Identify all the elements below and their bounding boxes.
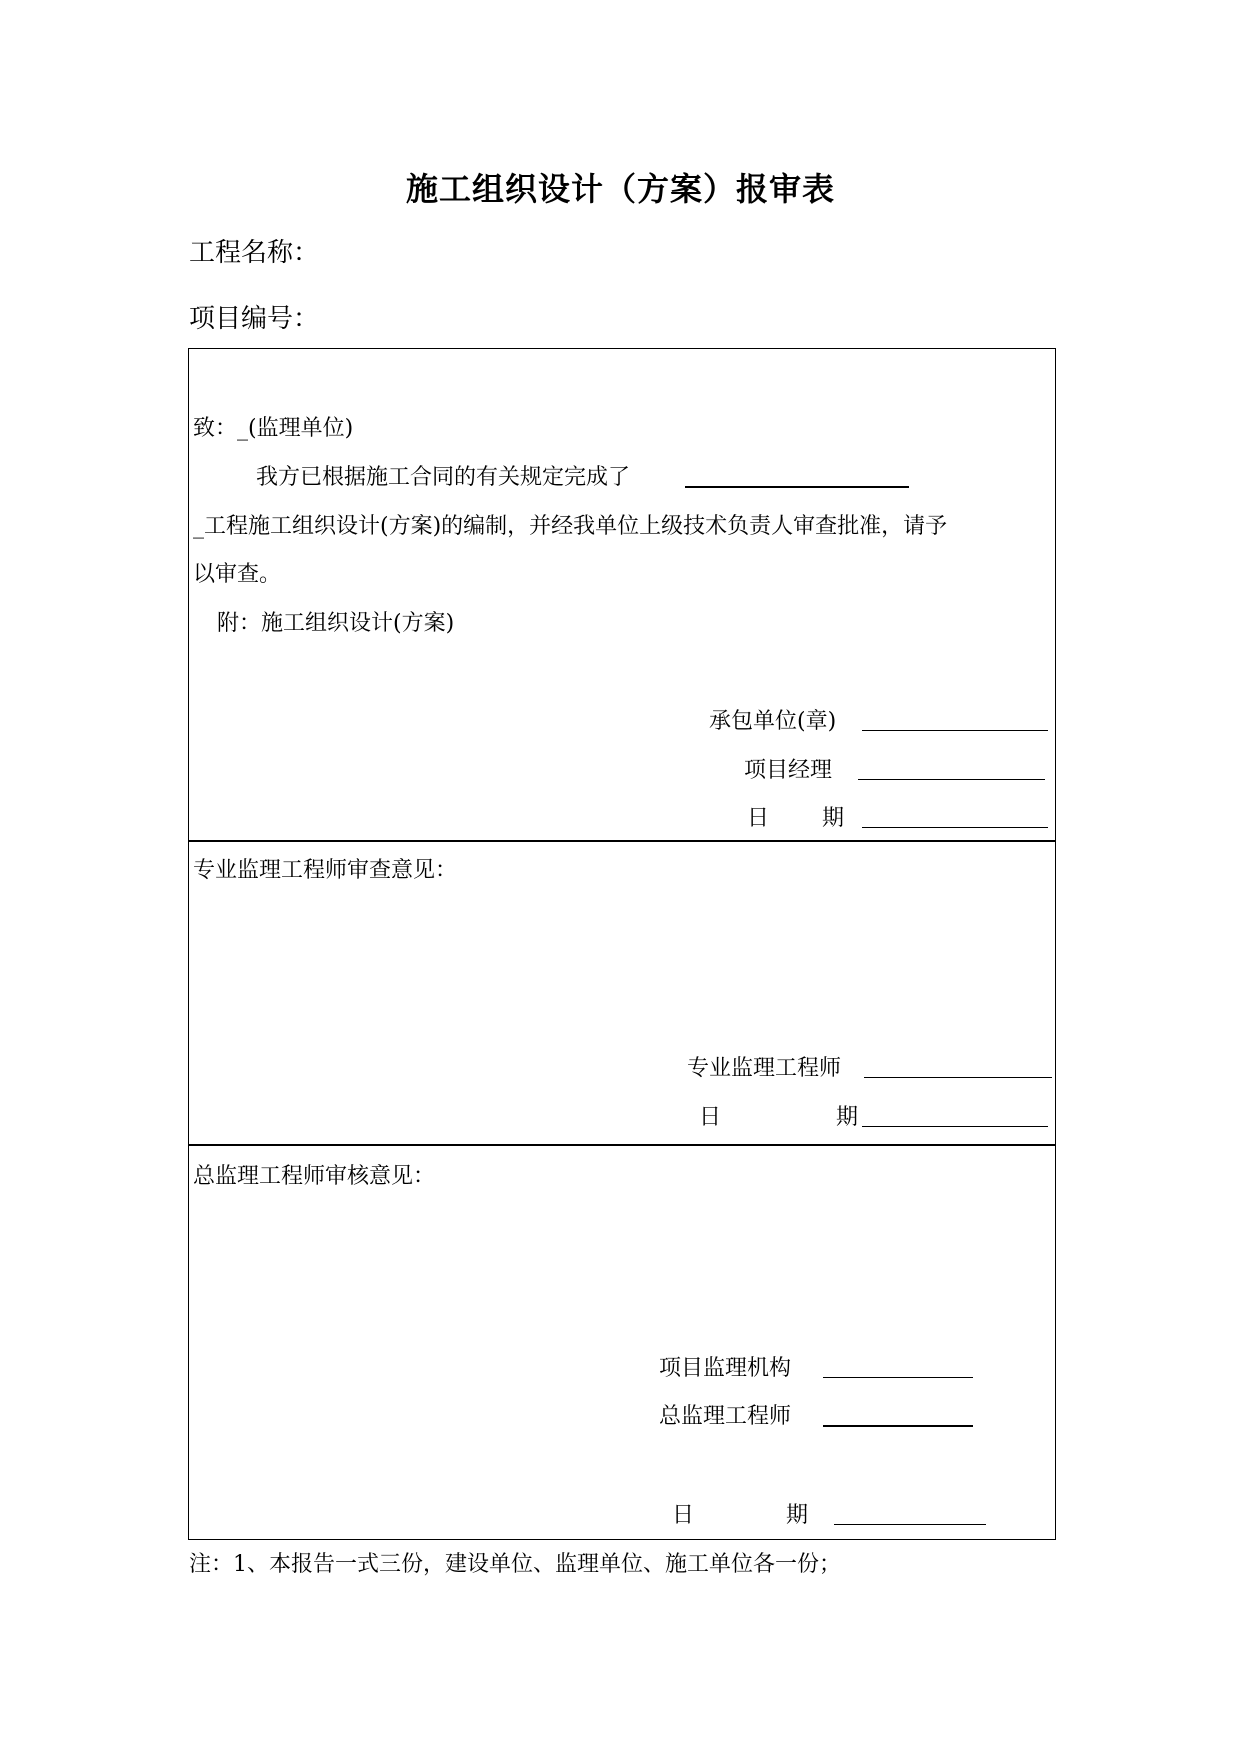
footnote: 注：1、本报告一式三份，建设单位、监理单位、施工单位各一份；	[189, 1552, 841, 1577]
date-label-char-1: 日	[699, 1105, 722, 1130]
body-line-1: 我方已根据施工合同的有关规定完成了	[256, 465, 631, 490]
project-name-label: 工程名称：	[189, 238, 320, 268]
chief-engineer-label: 总监理工程师	[659, 1404, 792, 1429]
project-manager-blank[interactable]	[858, 779, 1045, 780]
specialist-engineer-blank[interactable]	[864, 1077, 1052, 1078]
body-line-3: 以审查。	[193, 562, 282, 587]
project-manager-label: 项目经理	[744, 758, 833, 783]
body-line-2: _工程施工组织设计(方案)的编制，并经我单位上级技术负责人审查批准，请予	[193, 514, 948, 539]
specialist-review-heading: 专业监理工程师审查意见：	[193, 858, 458, 883]
date-label-char-2: 期	[836, 1105, 859, 1130]
project-number-label: 项目编号：	[189, 304, 320, 334]
date-blank-2[interactable]	[862, 1126, 1048, 1127]
specialist-review-section	[188, 840, 1056, 1146]
chief-review-heading: 总监理工程师审核意见：	[193, 1164, 436, 1189]
date-blank-3[interactable]	[834, 1524, 986, 1525]
date-label-char-1: 日	[672, 1503, 695, 1528]
supervision-org-label: 项目监理机构	[659, 1356, 792, 1381]
date-label-char-1: 日	[747, 806, 770, 831]
attachment-line: 附：施工组织设计(方案)	[217, 611, 455, 636]
date-label-char-2: 期	[822, 806, 845, 831]
chief-review-section	[188, 1144, 1056, 1540]
submission-section	[188, 348, 1056, 842]
page-title: 施工组织设计（方案）报审表	[405, 170, 835, 208]
date-label-char-2: 期	[786, 1503, 809, 1528]
supervision-org-blank[interactable]	[823, 1377, 973, 1378]
contractor-label: 承包单位(章)	[709, 709, 837, 734]
contractor-blank[interactable]	[862, 730, 1048, 731]
chief-engineer-blank[interactable]	[823, 1425, 973, 1427]
date-blank-1[interactable]	[862, 827, 1048, 828]
specialist-engineer-label: 专业监理工程师	[687, 1056, 842, 1081]
to-line: 致：_(监理单位)	[193, 416, 354, 441]
completed-blank[interactable]	[685, 486, 909, 488]
